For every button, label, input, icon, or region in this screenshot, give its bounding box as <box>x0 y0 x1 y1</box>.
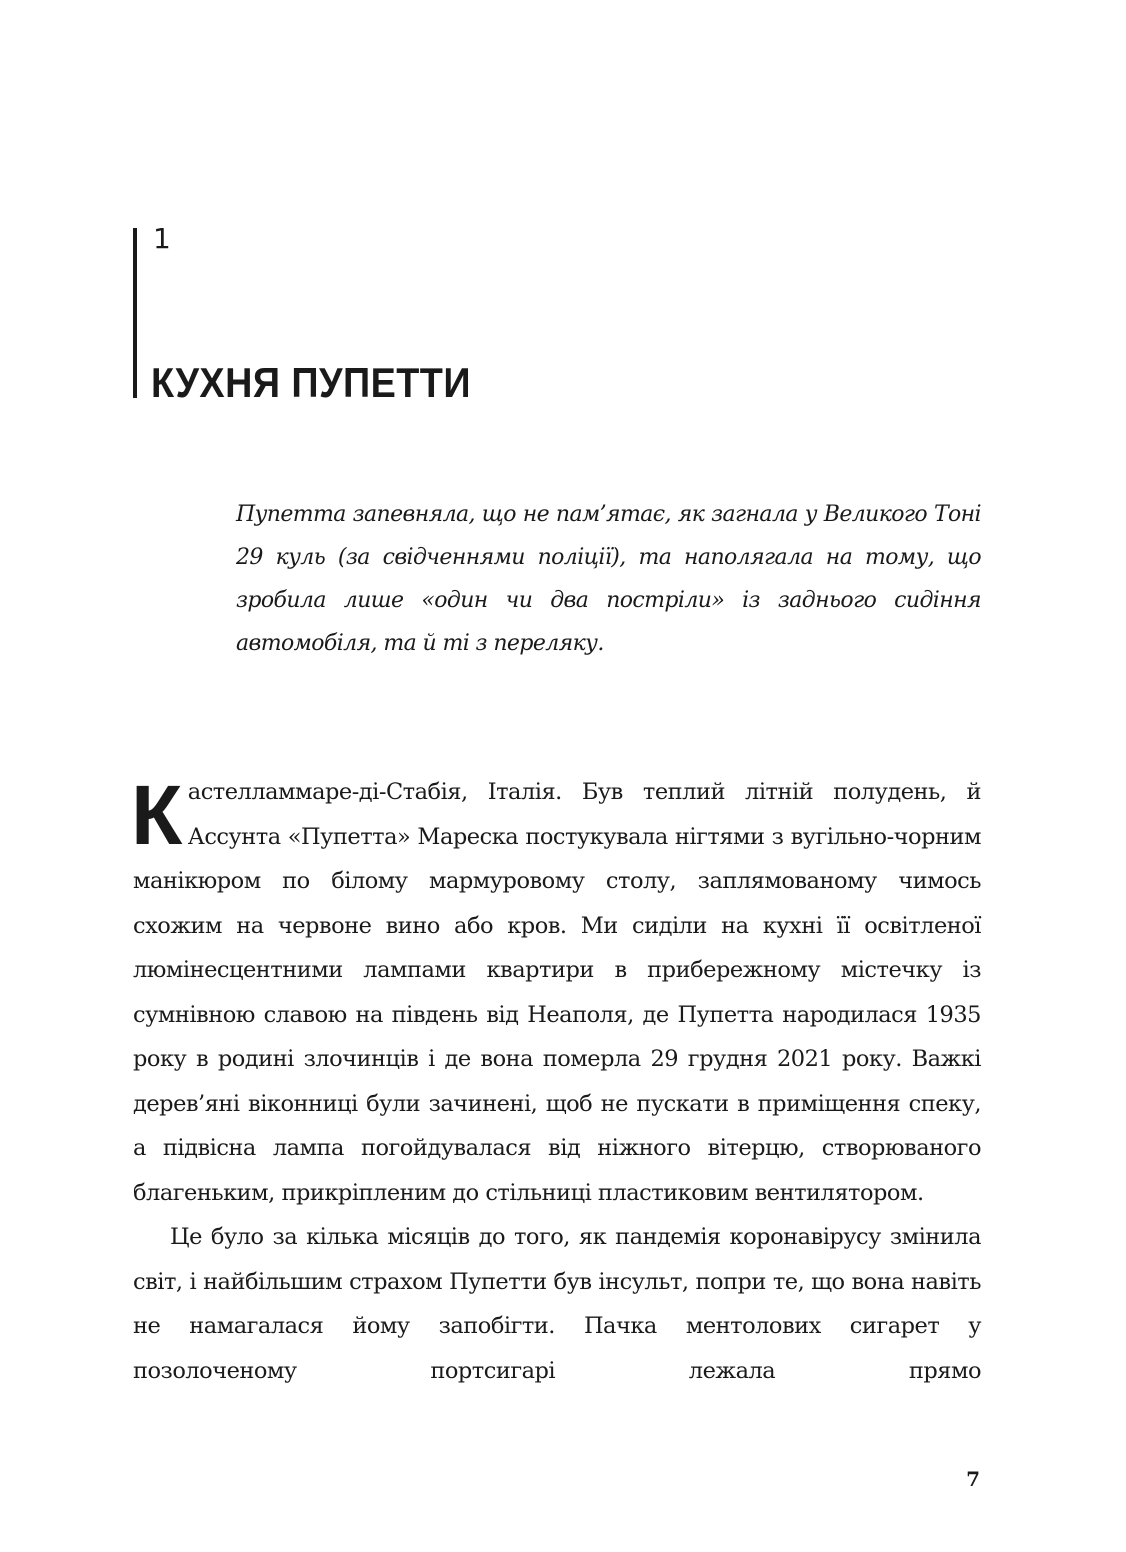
page-number: 7 <box>966 1467 980 1491</box>
epigraph <box>236 493 981 665</box>
chapter-number: 1 <box>153 222 171 255</box>
body-paragraph <box>133 770 981 1215</box>
chapter-marker-bar <box>133 228 137 398</box>
chapter-title: КУХНЯ ПУПЕТТИ <box>151 359 471 406</box>
drop-cap: К <box>131 768 182 862</box>
paragraph-text: астелламмаре-ді-Стабія, Італія. Був теплий літній полудень, й Ассунта «Пупетта» Мареска постукувала нігтями з вугільно-чорним манікюром по білому мармуровому столу, заплямованому чимось схожим на червоне вино або кров. Ми сиділи на кухні її освітленої люмінесцентними лампами квартири в прибережному містечку із сумнівною славою на південь від Неаполя, де Пупетта народилася 1935 року в родині злочинців і де вона померла 29 грудня 2021 року. Важкі дерев’яні віконниці були зачинені, щоб не пускати в приміщення спеку, а підвісна лампа погойдувалася від ніжного вітерцю, створюваного благеньким, прикріпленим до стільниці пластиковим вентилятором. <box>133 779 981 1206</box>
body-text <box>133 770 981 1393</box>
body-paragraph: Це було за кілька місяців до того, як пандемія коронавірусу змінила світ, і найбільшим страхом Пупетти був інсульт, попри те, що вона навіть не намагалася йому запобігти. Пачка ментолових сигарет у позолоченому портсигарі лежала прямо <box>133 1224 981 1384</box>
epigraph-text: Пупетта запевняла, що не пам’ятає, як загнала у Великого Тоні 29 куль (за свідченнями поліції), та наполягала на тому, що зробила лише «один чи два постріли» із заднього сидіння автомобіля, та й ті з переляку. <box>236 502 981 656</box>
